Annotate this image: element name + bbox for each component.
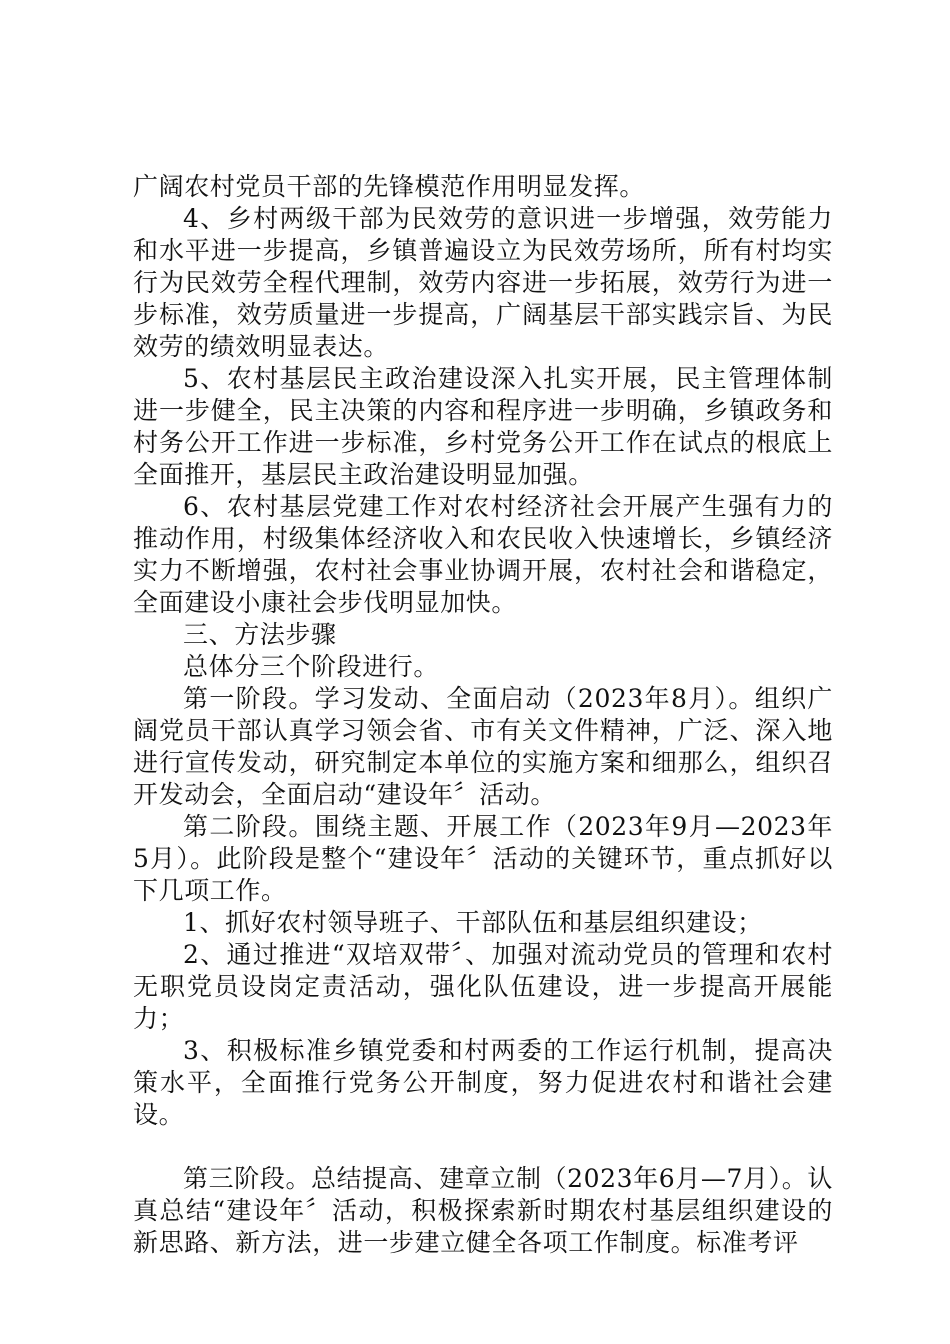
document-body (133, 171, 833, 1259)
paragraph-continuation: 广阔农村党员干部的先锋模范作用明显发挥。 (133, 172, 646, 201)
paragraph-stage-3: 第三阶段。总结提高、建章立制（2023年6月—7月）。认真总结“建设年〞活动，积极探索新时期农村基层组织建设的新思路、新方法，进一步建立健全各项工作制度。标准考评 (133, 1164, 833, 1257)
paragraph-task-2: 2、通过推进“双培双带〞、加强对流动党员的管理和农村无职党员设岗定责活动，强化队伍建设，进一步提高开展能力； (133, 940, 833, 1033)
section-heading-methods: 三、方法步骤 (183, 620, 337, 649)
blank-line (133, 1131, 833, 1163)
paragraph-item-5: 5、农村基层民主政治建设深入扎实开展，民主管理体制进一步健全，民主决策的内容和程序进一步明确，乡镇政务和村务公开工作进一步标准，乡村党务公开工作在试点的根底上全面推开，基层民主政治建设明显加强。 (133, 364, 833, 489)
paragraph-task-3: 3、积极标准乡镇党委和村两委的工作运行机制，提高决策水平，全面推行党务公开制度，努力促进农村和谐社会建设。 (133, 1036, 833, 1129)
paragraph-overview: 总体分三个阶段进行。 (183, 652, 440, 681)
paragraph-stage-1: 第一阶段。学习发动、全面启动（2023年8月）。组织广阔党员干部认真学习领会省、市有关文件精神，广泛、深入地进行宣传发动，研究制定本单位的实施方案和细那么，组织召开发动会，全面启动“建设年〞活动。 (133, 684, 833, 809)
paragraph-item-6: 6、农村基层党建工作对农村经济社会开展产生强有力的推动作用，村级集体经济收入和农民收入快速增长，乡镇经济实力不断增强，农村社会事业协调开展，农村社会和谐稳定，全面建设小康社会步伐明显加快。 (133, 492, 833, 617)
paragraph-task-1: 1、抓好农村领导班子、干部队伍和基层组织建设； (183, 908, 763, 937)
paragraph-item-4: 4、乡村两级干部为民效劳的意识进一步增强，效劳能力和水平进一步提高，乡镇普遍设立为民效劳场所，所有村均实行为民效劳全程代理制，效劳内容进一步拓展，效劳行为进一步标准，效劳质量进一步提高，广阔基层干部实践宗旨、为民效劳的绩效明显表达。 (133, 204, 833, 361)
paragraph-stage-2: 第二阶段。围绕主题、开展工作（2023年9月—2023年5月）。此阶段是整个“建设年〞活动的关键环节，重点抓好以下几项工作。 (133, 812, 833, 905)
